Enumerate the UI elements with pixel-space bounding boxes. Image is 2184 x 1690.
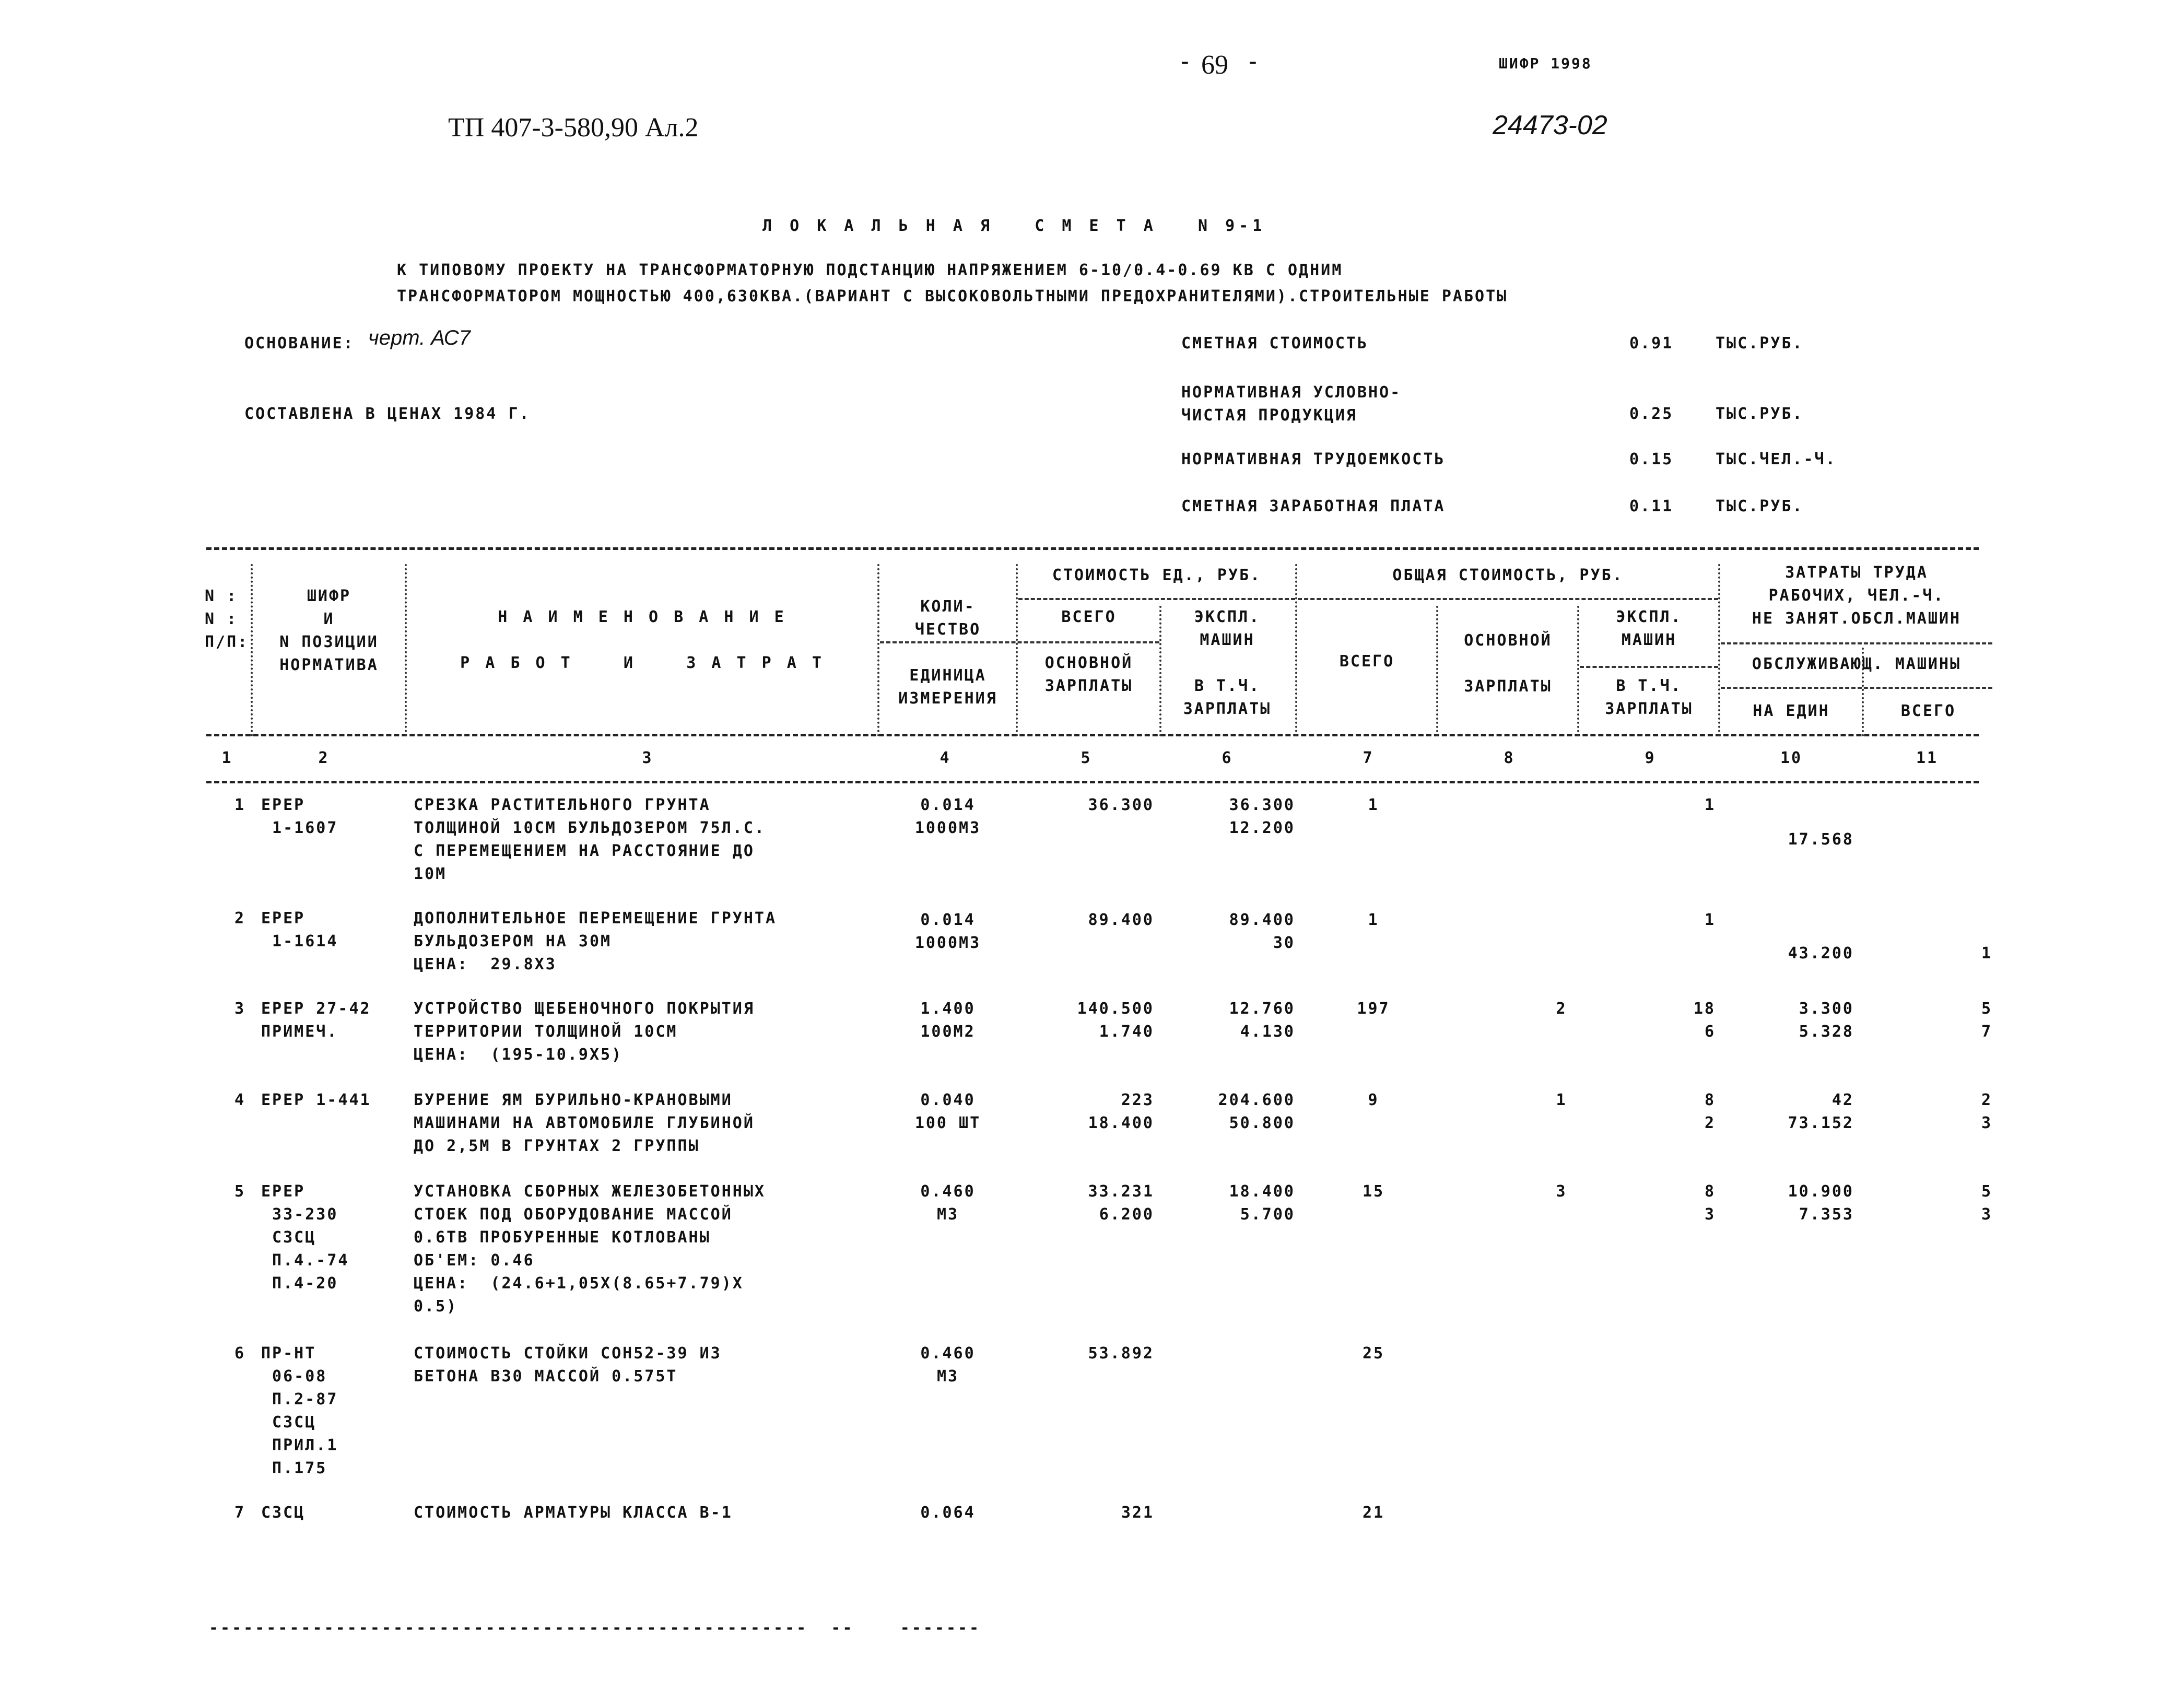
summary-unit-3: ТЫС.ЧЕЛ.-Ч. [1716, 450, 1837, 468]
row-2-qty: 0.014 1000М3 [914, 911, 981, 952]
row-2-number: 2 [234, 909, 245, 928]
col-header-8: ОСНОВНОЙ ЗАРПЛАТЫ [1464, 631, 1552, 696]
row-2-labor-total: 1 [1981, 944, 1992, 963]
row-4-labor-unit: 42 73.152 [1788, 1091, 1854, 1132]
summary-label-4: СМЕТНАЯ ЗАРАБОТНАЯ ПЛАТА [1181, 497, 1446, 515]
col-header-unit-cost: СТОИМОСТЬ ЕД., РУБ. [1052, 566, 1262, 584]
row-1-name: СРЕЗКА РАСТИТЕЛЬНОГО ГРУНТА ТОЛЩИНОЙ 10СМ БУЛЬДОЗЕРОМ 75Л.С. С ПЕРЕМЕЩЕНИЕМ НА РАССТОЯНИЕ ДО 10М [414, 796, 766, 883]
row-5-total: 15 [1362, 1182, 1385, 1201]
row-2-unit-machines: 89.400 30 [1229, 911, 1295, 952]
row-6-unit-total: 53.892 [1088, 1344, 1154, 1363]
row-3-unit-total: 140.500 1.740 [1077, 1000, 1154, 1041]
row-7-code: СЗСЦ [261, 1504, 306, 1522]
row-3-labor-unit: 3.300 5.328 [1799, 1000, 1854, 1041]
col-number: 9 [1645, 749, 1656, 767]
row-5-number: 5 [234, 1182, 245, 1201]
col-number: 10 [1780, 749, 1803, 767]
page-number-dash-left: - [1178, 47, 1192, 75]
summary-unit-1: ТЫС.РУБ. [1716, 334, 1804, 353]
col-header-1: N : N : П/П: [205, 587, 249, 651]
col-number: 3 [642, 749, 653, 767]
row-5-machines: 8 3 [1704, 1182, 1716, 1224]
col-number: 8 [1504, 749, 1515, 767]
row-5-qty: 0.460 М3 [920, 1182, 976, 1224]
summary-value-2: 0.25 [1629, 405, 1674, 423]
col-sep [877, 564, 879, 736]
row-3-labor-total: 5 7 [1981, 1000, 1992, 1041]
row-7-qty: 0.064 [920, 1504, 976, 1522]
document-title: Л О К А Л Ь Н А Я С М Е Т А N 9-1 [762, 217, 1266, 235]
row-3-basic-salary: 2 [1556, 1000, 1567, 1018]
col-header-total-cost: ОБЩАЯ СТОИМОСТЬ, РУБ. [1392, 566, 1624, 584]
col-header-5: ВСЕГО ОСНОВНОЙ ЗАРПЛАТЫ [1044, 608, 1133, 695]
row-6-name: СТОИМОСТЬ СТОЙКИ СОН52-39 ИЗ БЕТОНА В30 МАССОЙ 0.575Т [414, 1344, 722, 1386]
header-sub-rule [1018, 598, 1295, 600]
basis-label: ОСНОВАНИЕ: [244, 334, 355, 353]
col-sep [405, 564, 407, 736]
row-4-unit-total: 223 18.400 [1088, 1091, 1154, 1132]
col-number: 11 [1916, 749, 1939, 767]
summary-unit-2: ТЫС.РУБ. [1716, 405, 1804, 423]
row-3-number: 3 [234, 1000, 245, 1018]
row-5-unit-machines: 18.400 5.700 [1229, 1182, 1295, 1224]
row-1-machines: 1 [1704, 796, 1716, 814]
row-7-number: 7 [234, 1504, 245, 1522]
row-6-qty: 0.460 М3 [920, 1344, 976, 1386]
page-number: 69 [1201, 50, 1228, 80]
row-4-name: БУРЕНИЕ ЯМ БУРИЛЬНО-КРАНОВЫМИ МАШИНАМИ НА АВТОМОБИЛЕ ГЛУБИНОЙ ДО 2,5М В ГРУНТАХ 2 ГРУППЫ [414, 1091, 755, 1155]
row-2-name: ДОПОЛНИТЕЛЬНОЕ ПЕРЕМЕЩЕНИЕ ГРУНТА БУЛЬДОЗЕРОМ НА 30М ЦЕНА: 29.8Х3 [414, 909, 777, 973]
footer-rule: ---------------------------------------------------- -- ------- [209, 1619, 981, 1637]
col-header-labor-machines: ОБСЛУЖИВАЮЩ. МАШИНЫ [1752, 655, 1962, 673]
col-header-9: ЭКСПЛ. МАШИН В Т.Ч. ЗАРПЛАТЫ [1605, 608, 1693, 718]
col-sep [1718, 564, 1720, 736]
row-4-total: 9 [1368, 1091, 1379, 1109]
header-sub-rule [1298, 598, 1718, 600]
row-1-labor-unit: 17.568 [1788, 830, 1854, 849]
doc-number: 24473-02 [1493, 110, 1607, 140]
page-number-dash-right: - [1246, 47, 1260, 75]
row-6-total: 25 [1362, 1344, 1385, 1363]
col-header-6: ЭКСПЛ. МАШИН В Т.Ч. ЗАРПЛАТЫ [1183, 608, 1272, 718]
row-6-code: ПР-НТ 06-08 П.2-87 СЗСЦ ПРИЛ.1 П.175 [261, 1344, 338, 1477]
row-6-number: 6 [234, 1344, 245, 1363]
row-1-unit-total: 36.300 [1088, 796, 1154, 814]
col-header-2: ШИФР И N ПОЗИЦИИ НОРМАТИВА [279, 587, 379, 674]
document-subtitle-line-2: ТРАНСФОРМАТОРОМ МОЩНОСТЬЮ 400,630КВА.(ВАРИАНТ С ВЫСОКОВОЛЬТНЫМИ ПРЕДОХРАНИТЕЛЯМИ).СТРОИТЕЛЬНЫЕ РАБОТЫ [397, 287, 1508, 306]
row-4-qty: 0.040 100 ШТ [914, 1091, 981, 1132]
table-top-rule [206, 547, 1979, 550]
document-subtitle-line-1: К ТИПОВОМУ ПРОЕКТУ НА ТРАНСФОРМАТОРНУЮ ПОДСТАНЦИЮ НАПРЯЖЕНИЕМ 6-10/0.4-0.69 КВ С ОДНИМ [397, 261, 1343, 279]
summary-label-2: НОРМАТИВНАЯ УСЛОВНО- ЧИСТАЯ ПРОДУКЦИЯ [1181, 383, 1402, 425]
row-3-total: 197 [1357, 1000, 1390, 1018]
summary-value-3: 0.15 [1629, 450, 1674, 468]
row-7-name: СТОИМОСТЬ АРМАТУРЫ КЛАССА В-1 [414, 1504, 733, 1522]
col-header-7: ВСЕГО [1339, 652, 1395, 671]
row-4-number: 4 [234, 1091, 245, 1109]
row-3-machines: 18 6 [1693, 1000, 1716, 1041]
row-2-machines: 1 [1704, 911, 1716, 929]
row-3-name: УСТРОЙСТВО ЩЕБЕНОЧНОГО ПОКРЫТИЯ ТЕРРИТОРИИ ТОЛЩИНОЙ 10СМ ЦЕНА: (195-10.9Х5) [414, 1000, 755, 1064]
summary-value-4: 0.11 [1629, 497, 1674, 515]
row-7-unit-total: 321 [1121, 1504, 1154, 1522]
row-1-total: 1 [1368, 796, 1379, 814]
col-header-labor: ЗАТРАТЫ ТРУДА РАБОЧИХ, ЧЕЛ.-Ч. НЕ ЗАНЯТ.ОБСЛ.МАШИН [1752, 564, 1962, 628]
col-number: 4 [940, 749, 951, 767]
col-sep [1159, 606, 1161, 736]
col-header-10: НА ЕДИН [1753, 702, 1830, 720]
row-1-unit-machines: 36.300 12.200 [1229, 796, 1295, 837]
row-5-code: ЕРЕР 33-230 СЗСЦ П.4.-74 П.4-20 [261, 1182, 349, 1293]
summary-label-1: СМЕТНАЯ СТОИМОСТЬ [1181, 334, 1369, 353]
row-2-total: 1 [1368, 911, 1379, 929]
row-5-labor-unit: 10.900 7.353 [1788, 1182, 1854, 1224]
row-4-basic-salary: 1 [1556, 1091, 1567, 1109]
row-2-unit-total: 89.400 [1088, 911, 1154, 929]
row-1-code: ЕРЕР 1-1607 [261, 796, 338, 837]
col-number: 5 [1081, 749, 1092, 767]
col-number: 1 [221, 749, 233, 767]
row-5-name: УСТАНОВКА СБОРНЫХ ЖЕЛЕЗОБЕТОННЫХ СТОЕК ПОД ОБОРУДОВАНИЕ МАССОЙ 0.6ТВ ПРОБУРЕННЫЕ КОТЛОВАНЫ ОБ'ЕМ: 0.46 ЦЕНА: (24.6+1,05Х(8.65+7.79)Х 0.5) [414, 1182, 766, 1316]
row-1-qty: 0.014 1000М3 [914, 796, 981, 837]
col-header-3: Н А И М Е Н О В А Н И Е Р А Б О Т И З А Т Р А Т [460, 608, 825, 672]
col-sep [1436, 606, 1438, 736]
table-header-rule [206, 734, 1979, 736]
row-7-total: 21 [1362, 1504, 1385, 1522]
basis-handwritten: черт. АС7 [368, 326, 471, 349]
col-sep [251, 564, 253, 736]
row-3-qty: 1.400 100М2 [920, 1000, 976, 1041]
header-sub-rule [1721, 642, 1992, 644]
composed-note: СОСТАВЛЕНА В ЦЕНАХ 1984 Г. [244, 405, 531, 423]
header-sub-rule [1721, 687, 1992, 689]
row-1-number: 1 [234, 796, 245, 814]
col-sep [1016, 564, 1018, 736]
summary-label-3: НОРМАТИВНАЯ ТРУДОЕМКОСТЬ [1181, 450, 1446, 468]
row-5-unit-total: 33.231 6.200 [1088, 1182, 1154, 1224]
doc-reference: ТП 407-3-580,90 Ал.2 [448, 113, 699, 143]
row-5-basic-salary: 3 [1556, 1182, 1567, 1201]
col-number: 6 [1222, 749, 1233, 767]
col-number: 2 [318, 749, 330, 767]
row-4-code: ЕРЕР 1-441 [261, 1091, 371, 1109]
row-3-unit-machines: 12.760 4.130 [1229, 1000, 1295, 1041]
col-number: 7 [1363, 749, 1374, 767]
summary-value-1: 0.91 [1629, 334, 1674, 353]
row-5-labor-total: 5 3 [1981, 1182, 1992, 1224]
col-sep [1295, 564, 1297, 736]
col-header-4: КОЛИ- ЧЕСТВО ЕДИНИЦА ИЗМЕРЕНИЯ [898, 597, 997, 708]
row-2-code: ЕРЕР 1-1614 [261, 909, 338, 950]
row-4-unit-machines: 204.600 50.800 [1218, 1091, 1295, 1132]
row-3-code: ЕРЕР 27-42 ПРИМЕЧ. [261, 1000, 371, 1041]
summary-unit-4: ТЫС.РУБ. [1716, 497, 1804, 515]
table-numbers-rule [206, 781, 1979, 783]
row-2-labor-unit: 43.200 [1788, 944, 1854, 963]
col-header-11: ВСЕГО [1900, 702, 1956, 720]
row-4-machines: 8 2 [1704, 1091, 1716, 1132]
row-4-labor-total: 2 3 [1981, 1091, 1992, 1132]
header-code: ШИФР 1998 [1499, 55, 1592, 72]
col-sep [1577, 606, 1579, 736]
